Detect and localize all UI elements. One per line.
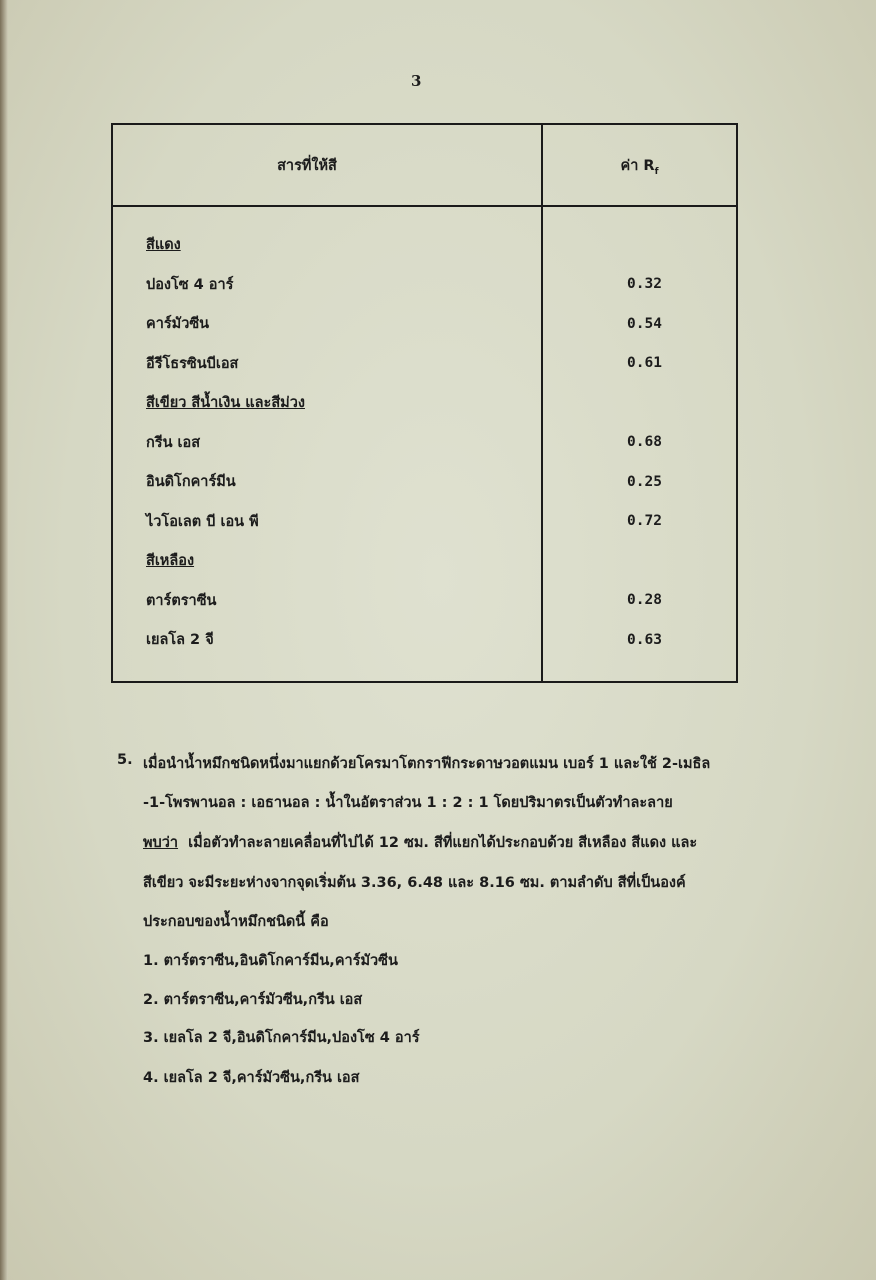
dye-name-cell bbox=[112, 304, 542, 344]
dye-name: อีรีโธรซินบีเอส bbox=[146, 355, 239, 372]
rf-value: 0.54 bbox=[542, 304, 737, 344]
header-rf-label: ค่า R bbox=[620, 157, 655, 174]
header-rf-value bbox=[542, 124, 737, 206]
dye-name: ปองโซ 4 อาร์ bbox=[146, 276, 234, 293]
dye-category: สีเหลือง bbox=[146, 553, 195, 570]
rf-value bbox=[542, 383, 737, 423]
dye-name: เยลโล 2 จี bbox=[146, 632, 214, 649]
page-number: 3 bbox=[411, 72, 422, 90]
rf-value bbox=[542, 541, 737, 581]
question-line-with-underline bbox=[143, 831, 697, 854]
dye-name: ไวโอเลต บี เอน พี bbox=[146, 513, 259, 530]
dye-name: กรีน เอส bbox=[146, 434, 201, 451]
table-category-row bbox=[112, 541, 737, 581]
page-edge-shadow bbox=[0, 0, 8, 1280]
question-number: 5. bbox=[117, 752, 133, 768]
dye-category: สีแดง bbox=[146, 237, 181, 254]
table-row bbox=[112, 265, 737, 305]
choice-3: 3. เยลโล 2 จี,อินดิโกคาร์มีน,ปองโซ 4 อาร์ bbox=[143, 1030, 420, 1046]
dye-name-cell bbox=[112, 462, 542, 502]
dye-name: ตาร์ตราซีน bbox=[146, 592, 217, 609]
dye-name-cell bbox=[112, 423, 542, 463]
choice-2: 2. ตาร์ตราซีน,คาร์มัวซีน,กรีน เอส bbox=[143, 992, 363, 1008]
header-dye-substance: สารที่ให้สี bbox=[112, 124, 542, 206]
table-row bbox=[112, 581, 737, 621]
rf-value: 0.32 bbox=[542, 265, 737, 305]
rf-value: 0.28 bbox=[542, 581, 737, 621]
dye-name-cell bbox=[112, 225, 542, 265]
question-line: เมื่อนำน้ำหมึกชนิดหนึ่งมาแยกด้วยโครมาโตกราฟีกระดาษวอตแมน เบอร์ 1 และใช้ 2-เมธิล bbox=[143, 756, 711, 772]
table-category-row bbox=[112, 225, 737, 265]
rf-value: 0.63 bbox=[542, 620, 737, 660]
question-line: -1-โพรพานอล : เอธานอล : น้ำในอัตราส่วน 1 : 2 : 1 โดยปริมาตรเป็นตัวทำละลาย bbox=[143, 795, 673, 811]
dye-name-cell bbox=[112, 383, 542, 423]
rf-value bbox=[542, 225, 737, 265]
question-line: เมื่อตัวทำละลายเคลื่อนที่ไปได้ 12 ซม. สีที่แยกได้ประกอบด้วย สีเหลือง สีแดง และ bbox=[188, 835, 698, 851]
header-rf-subscript: f bbox=[654, 166, 659, 177]
dye-name-cell bbox=[112, 502, 542, 542]
spacer-cell bbox=[542, 660, 737, 683]
table-row bbox=[112, 304, 737, 344]
rf-value-table bbox=[111, 123, 738, 683]
choice-1: 1. ตาร์ตราซีน,อินดิโกคาร์มีน,คาร์มัวซีน bbox=[143, 953, 398, 969]
table-row bbox=[112, 344, 737, 384]
question-line: สีเขียว จะมีระยะห่างจากจุดเริ่มต้น 3.36, 6.48 และ 8.16 ซม. ตามลำดับ สีที่เป็นองค์ bbox=[143, 875, 686, 891]
table-row bbox=[112, 462, 737, 502]
choice-4: 4. เยลโล 2 จี,คาร์มัวซีน,กรีน เอส bbox=[143, 1070, 360, 1086]
dye-name-cell bbox=[112, 265, 542, 305]
dye-name-cell bbox=[112, 620, 542, 660]
spacer-cell bbox=[542, 206, 737, 225]
table-row bbox=[112, 502, 737, 542]
rf-value: 0.25 bbox=[542, 462, 737, 502]
rf-value: 0.61 bbox=[542, 344, 737, 384]
rf-value: 0.68 bbox=[542, 423, 737, 463]
dye-name: คาร์มัวซีน bbox=[146, 316, 210, 333]
dye-name-cell bbox=[112, 581, 542, 621]
table-category-row bbox=[112, 383, 737, 423]
dye-name-cell bbox=[112, 344, 542, 384]
spacer-cell bbox=[112, 206, 542, 225]
dye-name: อินดิโกคาร์มีน bbox=[146, 474, 236, 491]
dye-name-cell bbox=[112, 541, 542, 581]
underlined-word: พบว่า bbox=[143, 835, 179, 851]
question-line: ประกอบของน้ำหมึกชนิดนี้ คือ bbox=[143, 914, 329, 930]
table-row bbox=[112, 423, 737, 463]
table-row bbox=[112, 620, 737, 660]
table-spacer-row bbox=[112, 660, 737, 683]
dye-category: สีเขียว สีน้ำเงิน และสีม่วง bbox=[146, 395, 305, 412]
spacer-cell bbox=[112, 660, 542, 683]
rf-value: 0.72 bbox=[542, 502, 737, 542]
table-spacer-row bbox=[112, 206, 737, 225]
